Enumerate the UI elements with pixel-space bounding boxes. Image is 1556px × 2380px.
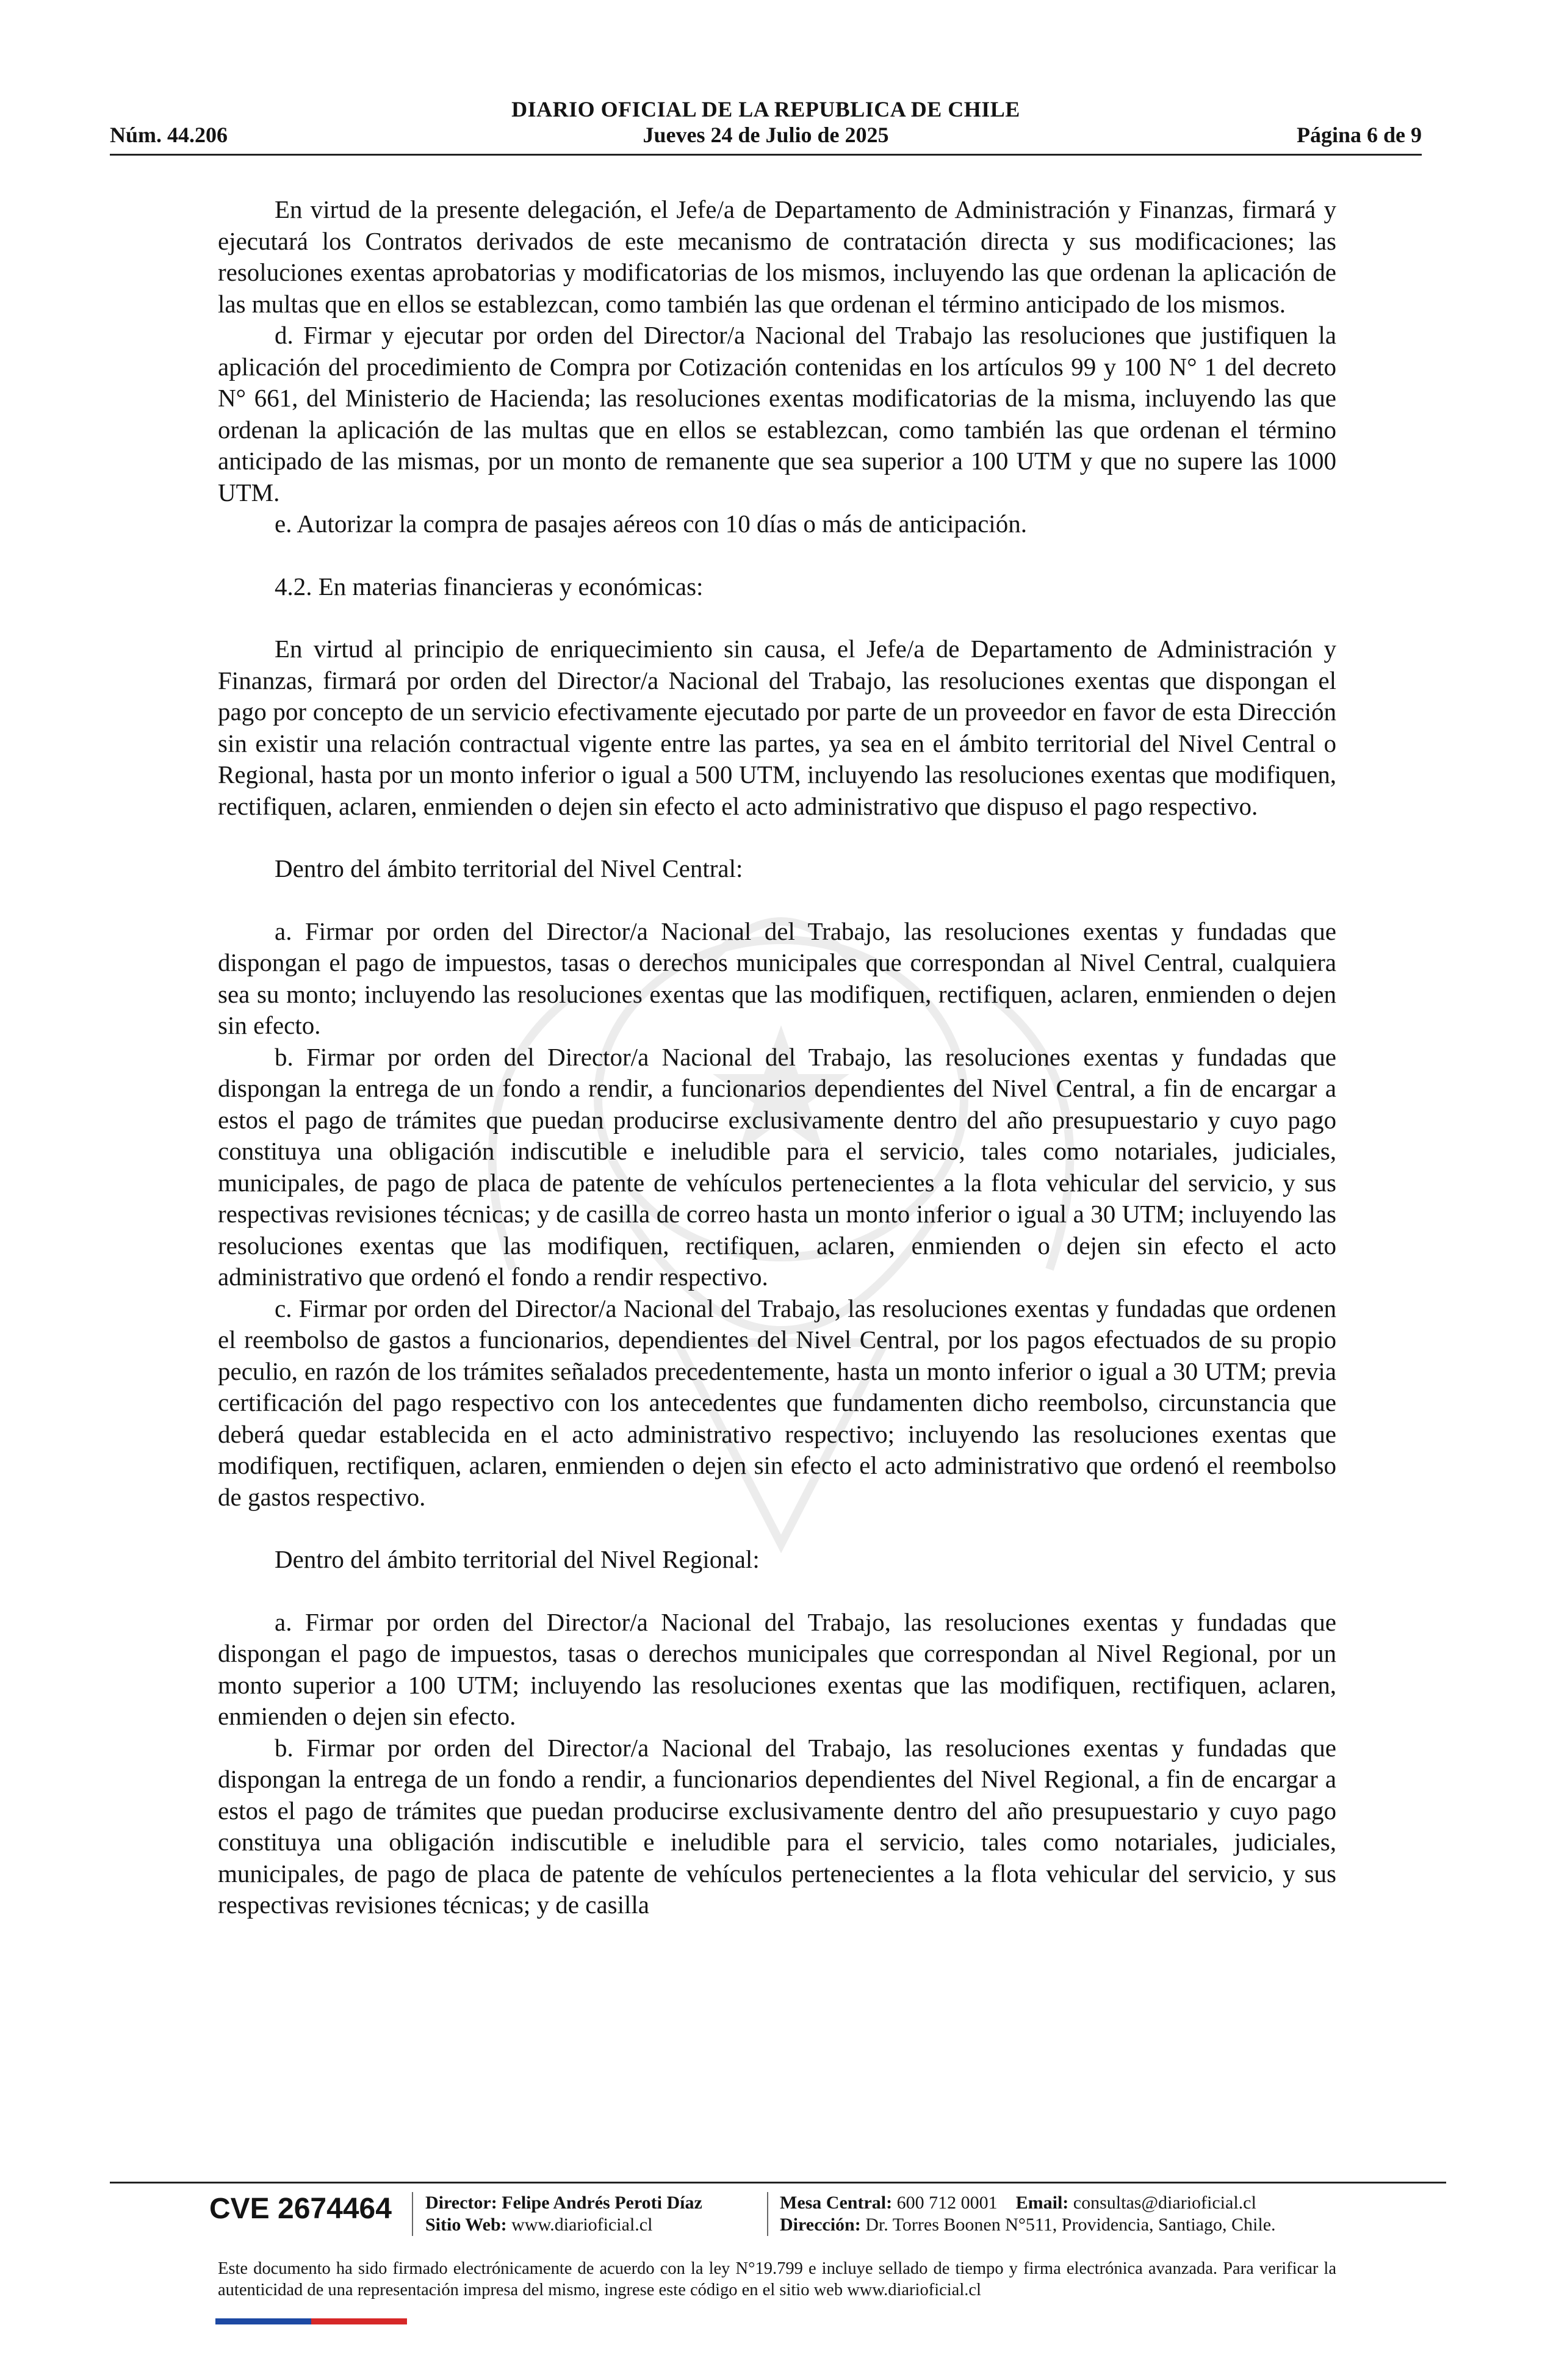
paragraph: d. Firmar y ejecutar por orden del Director/a Nacional del Trabajo las resoluciones que justifiquen la aplicación del procedimiento de Compra por Cotización contenidas en los artículos 99 y 100 N° 1 del decreto N° 661, del Ministerio de Hacienda; las resoluciones exentas modificatorias de la misma, incluyendo las que ordenan la aplicación de las multas que en ellos se establezcan, como también las que ordenan el término anticipado de las mismas, por un monto de remanente que sea superior a 100 UTM y que no supere las 1000 UTM. bbox=[218, 321, 1336, 507]
legal-notice: Este documento ha sido firmado electrónicamente de acuerdo con la ley N°19.799 e incluye sellado de tiempo y firma electrónica avanzada. Para verificar la autenticidad de una representación impresa del mismo, ingrese este código en el sitio web www.diarioficial.cl bbox=[218, 2259, 1336, 2299]
footer-separator bbox=[412, 2192, 413, 2236]
section-heading: 4.2. En materias financieras y económicas: bbox=[275, 572, 704, 600]
paragraph: b. Firmar por orden del Director/a Nacional del Trabajo, las resoluciones exentas y fundadas que dispongan la entrega de un fondo a rendir, a funcionarios dependientes del Nivel Central, a fin de encargar a estos el pago de trámites que puedan producirse exclusivamente dentro del año presupuestario y cuyo pago constituya una obligación indiscutible e ineludible para el servicio, tales como notariales, judiciales, municipales, de pago de placa de patente de vehículos pertenecientes a la flota vehicular del servicio, y sus respectivas revisiones técnicas; y de casilla de correo hasta un monto inferior o igual a 30 UTM; incluyendo las resoluciones exentas que las modifiquen, rectifiquen, aclaren, enmienden o dejen sin efecto el acto administrativo que ordenó el fondo a rendir respectivo. bbox=[218, 1042, 1336, 1291]
paragraph: e. Autorizar la compra de pasajes aéreos con 10 días o más de anticipación. bbox=[275, 510, 1027, 538]
subsection-heading: Dentro del ámbito territorial del Nivel Regional: bbox=[275, 1545, 760, 1573]
mesa-label: Mesa Central: bbox=[780, 2193, 893, 2213]
director-label: Director: bbox=[425, 2193, 497, 2213]
email-label: Email: bbox=[1015, 2193, 1069, 2213]
address-label: Dirección: bbox=[780, 2215, 861, 2235]
footer-separator bbox=[767, 2192, 768, 2236]
subsection-heading: Dentro del ámbito territorial del Nivel Central: bbox=[275, 854, 743, 882]
issue-number: Núm. 44.206 bbox=[110, 123, 228, 147]
publication-title: DIARIO OFICIAL DE LA REPUBLICA DE CHILE bbox=[511, 97, 1020, 121]
flag-bar-red bbox=[311, 2318, 407, 2324]
document-body bbox=[218, 194, 1336, 1921]
footer-contact-block bbox=[780, 2192, 1276, 2236]
paragraph: a. Firmar por orden del Director/a Nacional del Trabajo, las resoluciones exentas y fundadas que dispongan el pago de impuestos, tasas o derechos municipales que correspondan al Nivel Central, cualquiera sea su monto; incluyendo las resoluciones exentas que las modifiquen, rectifiquen, aclaren, enmienden o dejen sin efecto. bbox=[218, 917, 1336, 1039]
site-label: Sitio Web: bbox=[425, 2215, 507, 2235]
mesa-phone: 600 712 0001 bbox=[896, 2193, 998, 2213]
email-link[interactable]: consultas@diarioficial.cl bbox=[1073, 2193, 1256, 2213]
cve-code: CVE 2674464 bbox=[209, 2193, 392, 2225]
footer-director-block bbox=[425, 2192, 702, 2236]
page-header bbox=[110, 92, 1422, 159]
header-divider bbox=[110, 154, 1422, 156]
paragraph: c. Firmar por orden del Director/a Nacional del Trabajo, las resoluciones exentas y fundadas que ordenen el reembolso de gastos a funcionarios, dependientes del Nivel Central, por los pagos efectuados de su propio peculio, en razón de los trámites señalados precedentemente, hasta un monto inferior o igual a 30 UTM; previa certificación del pago respectivo con los antecedentes que fundamenten dicho reembolso, circunstancia que deberá quedar establecida en el acto administrativo respectivo; incluyendo las resoluciones exentas que modifiquen, rectifiquen, aclaren, enmienden o dejen sin efecto el acto administrativo que ordenó el reembolso de gastos respectivo. bbox=[218, 1294, 1336, 1511]
flag-bar-blue bbox=[215, 2318, 311, 2324]
paragraph: En virtud al principio de enriquecimiento sin causa, el Jefe/a de Departamento de Administración y Finanzas, firmará por orden del Director/a Nacional del Trabajo, las resoluciones exentas que dispongan el pago por concepto de un servicio efectivamente ejecutado por parte de un proveedor en favor de esta Dirección sin existir una relación contractual vigente entre las partes, ya sea en el ámbito territorial del Nivel Central o Regional, hasta por un monto inferior o igual a 500 UTM, incluyendo las resoluciones exentas que modifiquen, rectifiquen, aclaren, enmienden o dejen sin efecto el acto administrativo que dispuso el pago respectivo. bbox=[218, 635, 1336, 820]
address-text: Dr. Torres Boonen N°511, Providencia, Santiago, Chile. bbox=[865, 2215, 1276, 2235]
paragraph: En virtud de la presente delegación, el Jefe/a de Departamento de Administración y Finanzas, firmará y ejecutará los Contratos derivados de este mecanismo de contratación directa y sus modificaciones; las resoluciones exentas aprobatorias y modificatorias de los mismos, incluyendo las que ordenan la aplicación de las multas que en ellos se establezcan, como también las que ordenan el término anticipado de los mismos. bbox=[218, 195, 1336, 318]
director-name: Felipe Andrés Peroti Díaz bbox=[502, 2193, 702, 2213]
page-number: Página 6 de 9 bbox=[1296, 123, 1422, 147]
site-link[interactable]: www.diarioficial.cl bbox=[511, 2215, 653, 2235]
paragraph: a. Firmar por orden del Director/a Nacional del Trabajo, las resoluciones exentas y fundadas que dispongan el pago de impuestos, tasas o derechos municipales que correspondan al Nivel Regional, por un monto superior a 100 UTM; incluyendo las resoluciones exentas que las modifiquen, rectifiquen, aclaren, enmienden o dejen sin efecto. bbox=[218, 1607, 1336, 1730]
footer-divider bbox=[110, 2182, 1446, 2183]
paragraph: b. Firmar por orden del Director/a Nacional del Trabajo, las resoluciones exentas y fundadas que dispongan la entrega de un fondo a rendir, a funcionarios dependientes del Nivel Regional, a fin de encargar a estos el pago de trámites que puedan producirse exclusivamente dentro del año presupuestario y cuyo pago constituya una obligación indiscutible e ineludible para el servicio, tales como notariales, judiciales, municipales, de pago de placa de patente de vehículos pertenecientes a la flota vehicular del servicio, y sus respectivas revisiones técnicas; y de casilla bbox=[218, 1733, 1336, 1919]
publication-date: Jueves 24 de Julio de 2025 bbox=[643, 123, 889, 147]
